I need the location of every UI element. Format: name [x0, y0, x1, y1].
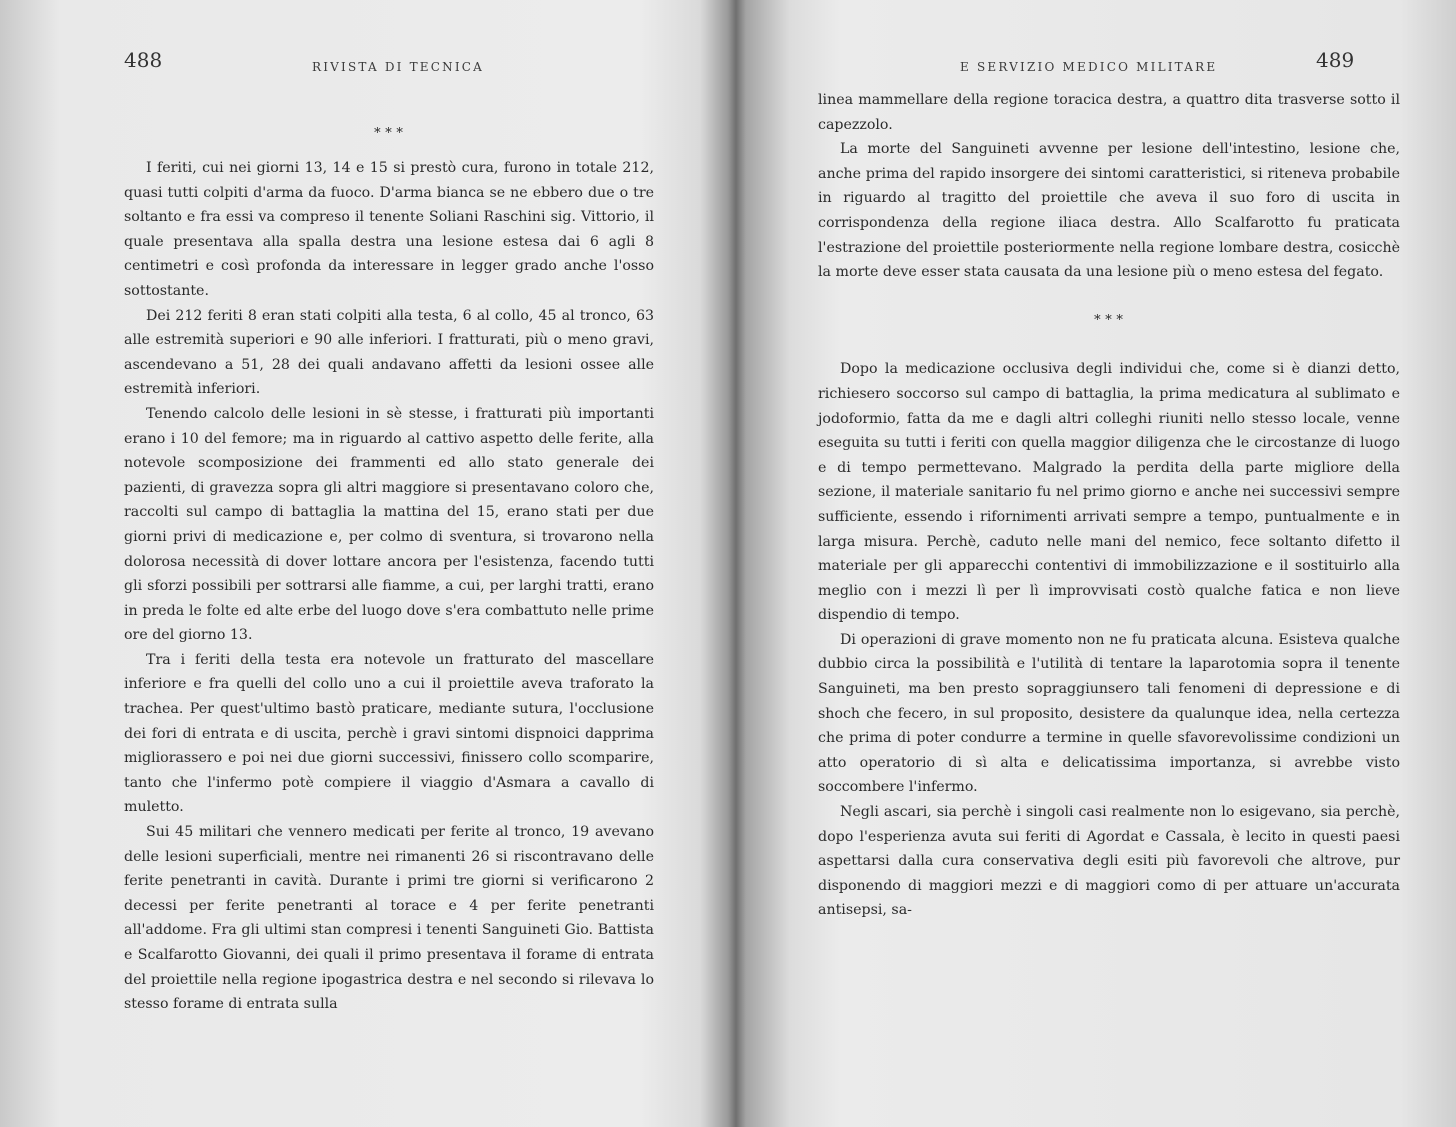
running-head: E SERVIZIO MEDICO MILITARE [960, 60, 1218, 74]
paragraph: Tra i feriti della testa era notevole un fratturato del mascellare inferiore e fra quelli del collo uno a cui il proiettile aveva traforato la trachea. Per quest'ultimo bastò praticare, mediante sutura, l'occlusione dei fori di entrata e di uscita, perchè i gravi sintomi dispnoici dapprima migliorassero e poi nei due giorni successivi, finissero collo scomparire, tanto che l'infermo potè compiere il viaggio d'Asmara a cavallo di muletto. [124, 651, 654, 816]
paragraph: I feriti, cui nei giorni 13, 14 e 15 si prestò cura, furono in totale 212, quasi tutti colpiti d'arma da fuoco. D'arma bianca se ne ebbero due o tre soltanto e fra essi va compreso il tenente Soliani Raschini sig. Vittorio, il quale presentava alla spalla destra una lesione estesa dai 6 agli 8 centimetri e così profonda da interessare in legger grado anche l'osso sottostante. [124, 160, 654, 299]
paragraph-continuation: linea mammellare della regione toracica destra, a quattro dita trasverse sotto il capezzolo. [818, 92, 1400, 133]
right-page [736, 0, 1456, 1127]
page-number: 489 [1316, 48, 1355, 72]
section-ornament: * * * [374, 126, 404, 141]
paragraph: La morte del Sanguineti avvenne per lesione dell'intestino, lesione che, anche prima del rapido insorgere dei sintomi caratteristici, si riteneva probabile in riguardo al tragitto del proiettile che aveva il suo foro di uscita in corrispondenza della regione iliaca destra. Allo Scalfarotto fu praticata l'estrazione del proiettile posteriormente nella regione lombare destra, cosicchè la morte deve esser stata causata da una lesione più o meno estesa del fegato. [818, 141, 1400, 281]
paragraph: Dopo la medicazione occlusiva degli individui che, come si è dianzi detto, richiesero soccorso sul campo di battaglia, la prima medicatura al sublimato e jodoformio, fatta da me e dagli altri colleghi riuniti nello stesso locale, venne eseguita su tutti i feriti con quella maggior diligenza che le circostanze di luogo e di tempo permettevano. Malgrado la perdita della parte migliore della sezione, il materiale sanitario fu nel primo giorno e anche nei successivi sempre sufficiente, essendo i rifornimenti arrivati sempre a tempo, puntualmente e in larga misura. Perchè, caduto nelle mani del nemico, fece soltanto difetto il materiale per gli apparecchi contentivi di immobilizzazione e il sostituirlo alla meglio con i mezzi lì per lì improvvisati costò qualche fatica e non lieve dispendio di tempo. [818, 361, 1400, 624]
section-ornament: * * * [1094, 312, 1124, 328]
paragraph: Sui 45 militari che vennero medicati per ferite al tronco, 19 avevano delle lesioni superficiali, mentre nei rimanenti 26 si riscontravano delle ferite penetranti in cavità. Durante i primi tre giorni si verificarono 2 decessi per ferite penetranti al torace e 4 per ferite penetranti all'addome. Fra gli ultimi stan compresi i tenenti Sanguineti Gio. Battista e Scalfarotto Giovanni, dei quali il primo presentava il forame di entrata del proiettile nella regione ipogastrica destra e nel secondo si rilevava lo stesso forame di entrata sulla [124, 824, 654, 1013]
paragraph: Di operazioni di grave momento non ne fu praticata alcuna. Esisteva qualche dubbio circa la possibilità e l'utilità di tentare la laparotomia sopra il tenente Sanguineti, ma ben presto sopraggiunsero tali fenomeni di depressione e di shoch che fecero, in sul proposito, desistere da qualunque idea, nella certezza che prima di poter condurre a termine in quelle sfavorevolissime condizioni un atto operatorio di sì alta e delicatissima importanza, si avrebbe visto soccombere l'infermo. [818, 631, 1400, 796]
body-text [124, 156, 654, 1017]
page-number: 488 [124, 48, 163, 72]
paragraph: Tenendo calcolo delle lesioni in sè stesse, i fratturati più importanti erano i 10 del femore; ma in riguardo al cattivo aspetto delle ferite, alla notevole scomposizione dei frammenti ed allo stato generale dei pazienti, di gravezza sopra gli altri maggiore si presentavano coloro che, raccolti sul campo di battaglia la mattina del 15, erano stati per due giorni privi di medicazione e, per colmo di sventura, si trovarono nella dolorosa necessità di dover lottare ancora per l'esistenza, facendo tutti gli sforzi possibili per sottrarsi alle fiamme, a cui, per larghi tratti, erano in preda le folte ed alte erbe del luogo dove s'era combattuto nelle prime ore del giorno 13. [124, 405, 654, 644]
paragraph: Negli ascari, sia perchè i singoli casi realmente non lo esigevano, sia perchè, dopo l'esperienza avuta sui feriti di Agordat e Cassala, è lecito in questi paesi aspettarsi dalla cura conservativa degli esiti più favorevoli che altrove, pur disponendo di maggiori mezzi e di maggiori como di per attuare un'accurata antisepsi, sa- [818, 804, 1400, 919]
running-head: RIVISTA DI TECNICA [312, 60, 485, 74]
body-text [818, 88, 1400, 923]
paragraph: Dei 212 feriti 8 eran stati colpiti alla testa, 6 al collo, 45 al tronco, 63 alle estremità superiori e 90 alle inferiori. I fratturati, più o meno gravi, ascendevano a 51, 28 dei quali andavano affetti da lesioni ossee alle estremità inferiori. [124, 307, 654, 398]
